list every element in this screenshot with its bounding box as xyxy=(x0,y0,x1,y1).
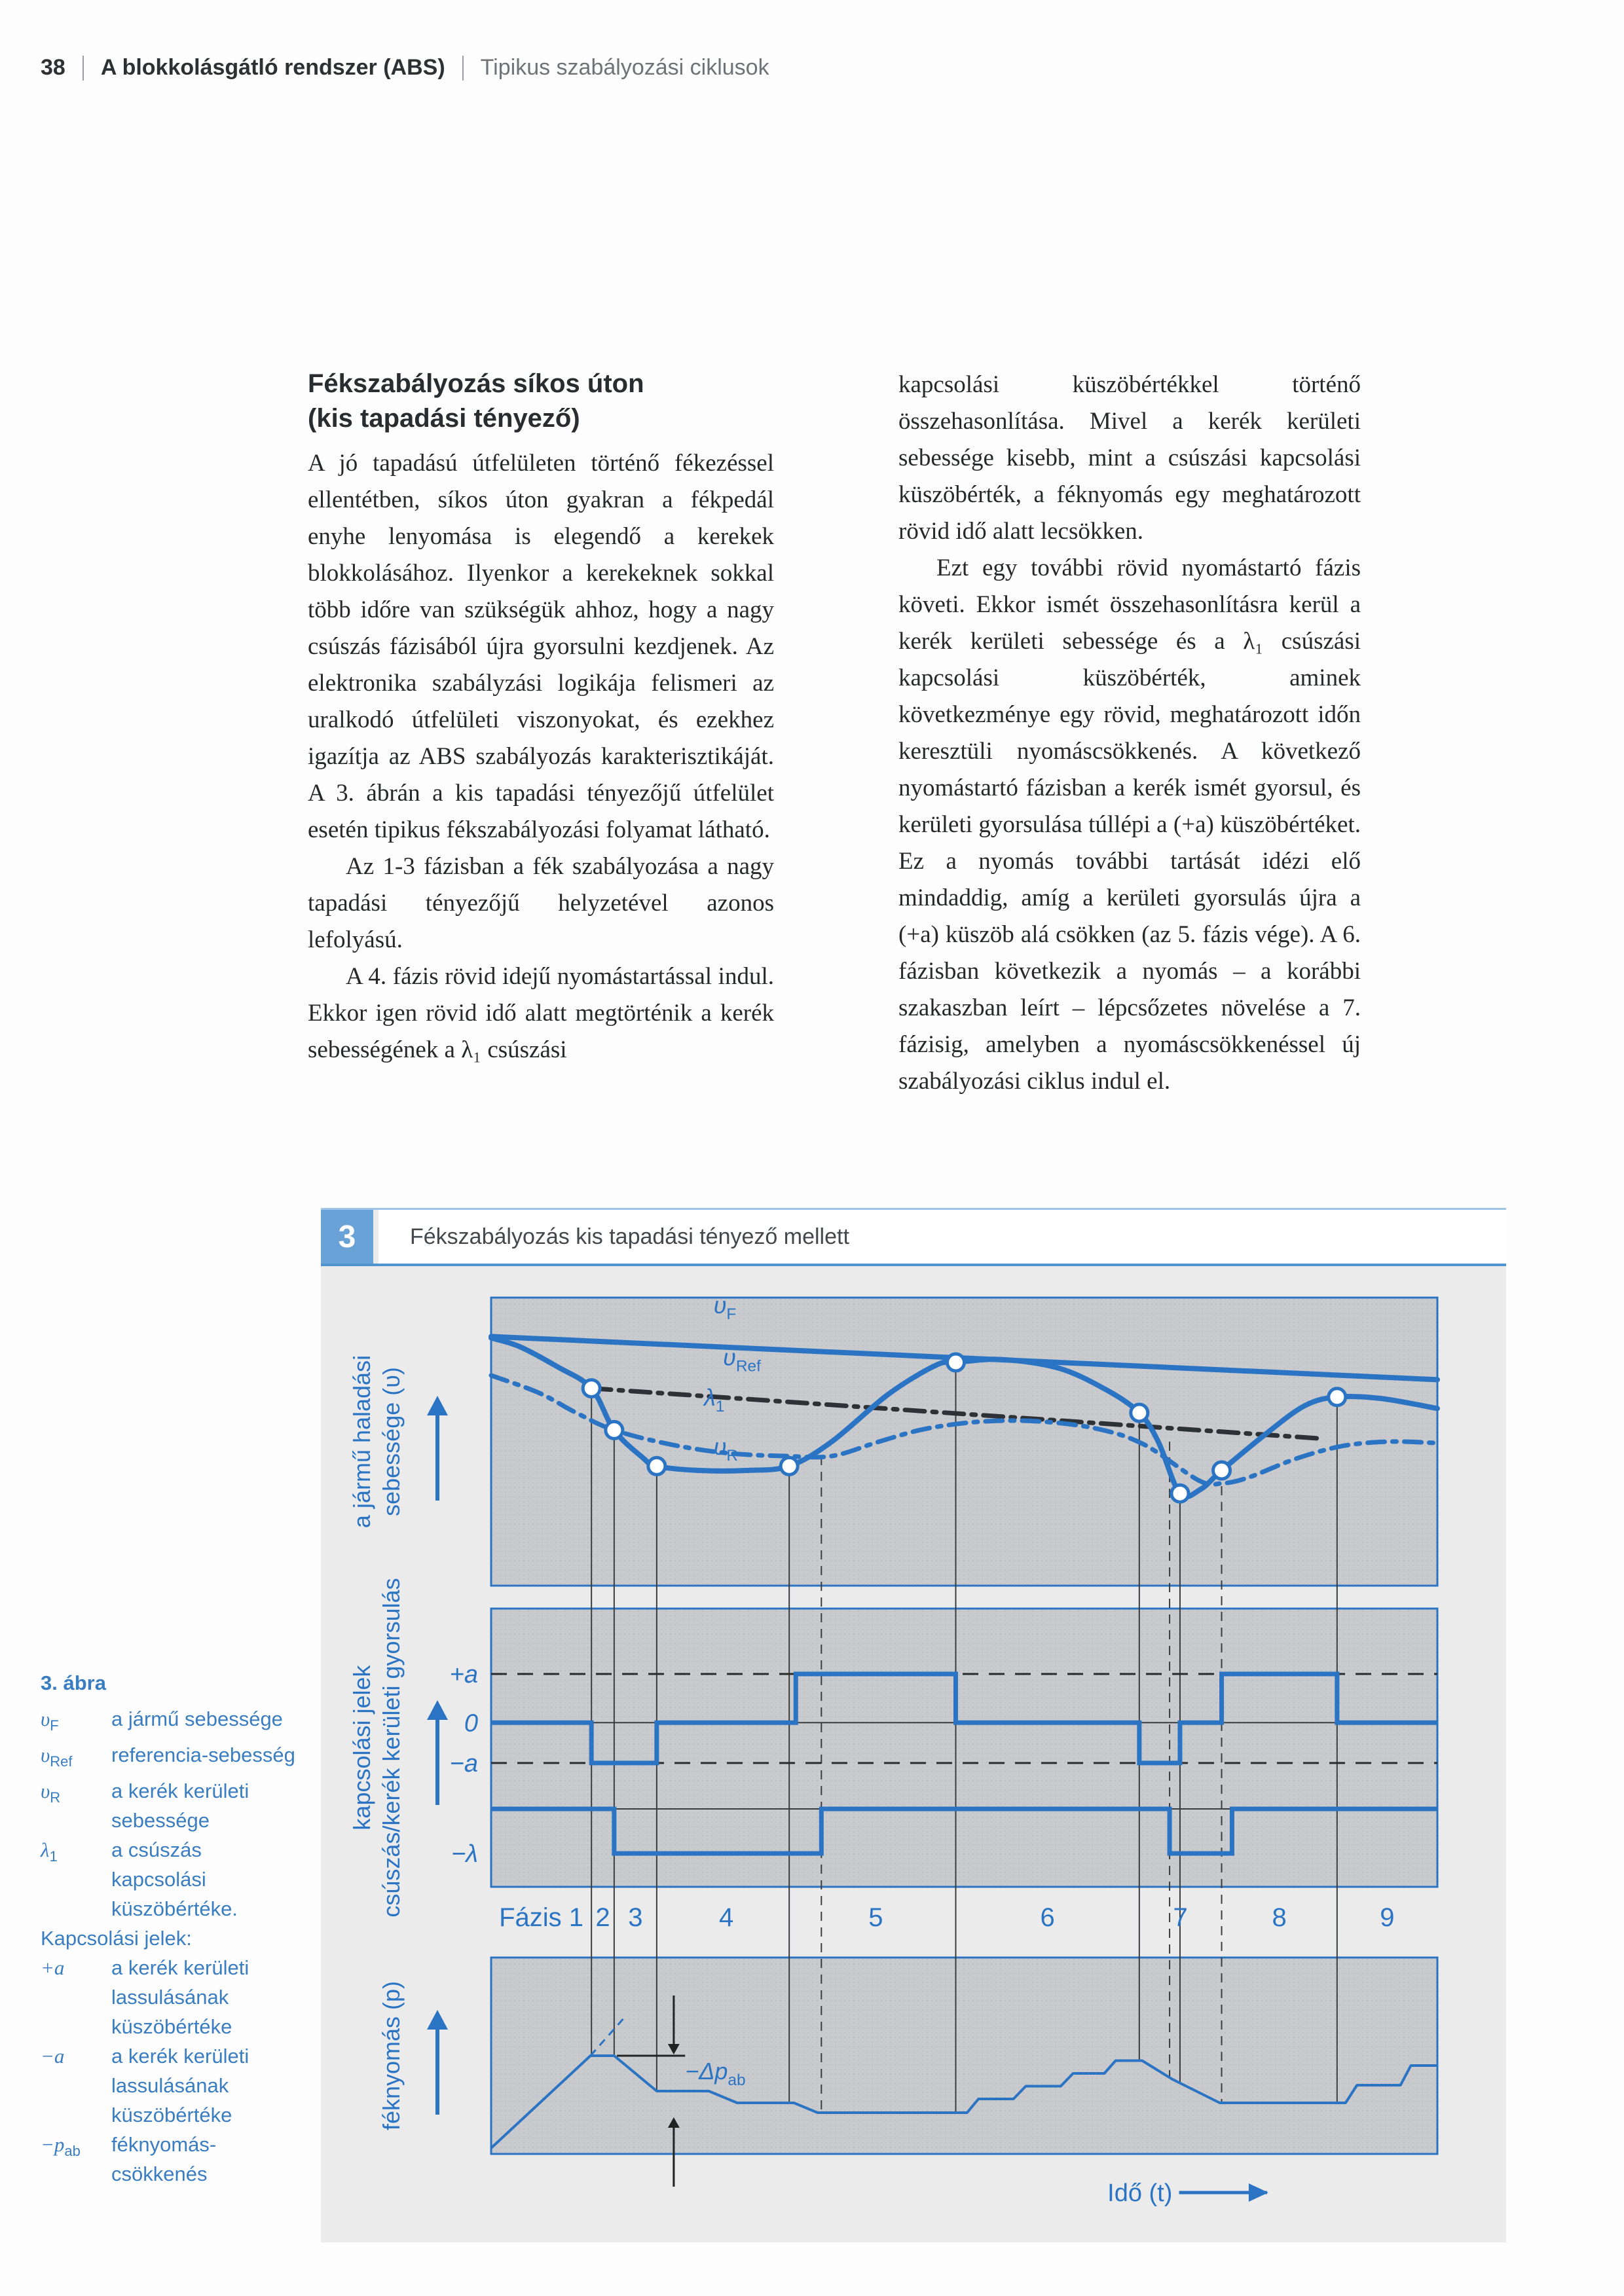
legend-row xyxy=(41,1740,297,1776)
y-axis-label: sebessége (υ) xyxy=(378,1367,405,1516)
y-axis-label: kapcsolási jelek xyxy=(348,1665,375,1831)
figure-legend-title: 3. ábra xyxy=(41,1671,106,1694)
phase-label: 3 xyxy=(628,1903,643,1932)
legend-symbol: $\upsilon_{Ref}$ xyxy=(41,1743,73,1770)
chapter-title: A blokkolásgátló rendszer (ABS) xyxy=(100,55,445,80)
phase-label: 2 xyxy=(595,1903,610,1932)
section-title: Tipikus szabályozási ciklusok xyxy=(480,55,769,80)
legend-desc: a kerék kerületi lassulásának küszöbértéke xyxy=(111,1956,249,2039)
figure-chart xyxy=(321,1266,1506,2242)
x-axis-label: Idő (t) xyxy=(1107,2179,1173,2207)
phase-label: 5 xyxy=(868,1903,883,1932)
svg-text:υF: $\upsilon_F$ xyxy=(713,1292,737,1324)
figure-3 xyxy=(321,1210,1506,2242)
phase-label: 6 xyxy=(1040,1903,1055,1932)
svg-text:λ1: $\lambda_1$ xyxy=(704,1384,725,1415)
tick-label: +a xyxy=(449,1660,478,1688)
legend-desc: a csúszás kapcsolási küszöbértéke. xyxy=(111,1838,238,1921)
legend-signals-heading: Kapcsolási jelek: xyxy=(41,1927,192,1950)
article-heading-line2: (kis tapadási tényező) xyxy=(308,404,580,433)
phase-label: 7 xyxy=(1173,1903,1188,1932)
header-divider xyxy=(83,56,84,81)
figure-legend xyxy=(41,1668,297,2189)
legend-row xyxy=(41,1704,297,1740)
threshold-marker xyxy=(781,1457,798,1474)
threshold-marker xyxy=(606,1421,623,1438)
article-heading-line1: Fékszabályozás síkos úton xyxy=(308,369,644,398)
paragraph: A jó tapadású útfelületen történő fékezéssel ellentétben, síkos úton gyakran a fékpedál enyhe lenyomása is elegendő a kerekek blokkolásához. Ilyenkor a kerekeknek sokkal több időre van szükségük ahhoz, hogy a nagy csúszás fázisából újra gyorsulni kezdjenek. Az elektronika szabályzási logikája felismeri az uralkodó útfelületi viszonyokat, és ezekhez igazítja az ABS szabályozás karakterisztikáját. A 3. ábrán a kis tapadási tényezőjű útfelület esetén tipikus fékszabályozási folyamat látható. xyxy=(308,450,774,843)
phase-label: 8 xyxy=(1272,1903,1287,1932)
threshold-marker xyxy=(1172,1485,1189,1502)
tick-label: 0 xyxy=(464,1709,478,1738)
legend-symbol: +a xyxy=(41,1956,65,1980)
legend-row xyxy=(41,2041,297,2130)
svg-text:−Δpab: $-\Delta p_{ab}$ xyxy=(685,2058,746,2089)
legend-symbol: $-p_{ab}$ xyxy=(41,2133,81,2160)
phase-label: Fázis 1 xyxy=(499,1903,584,1932)
y-axis-label: a jármű haladási xyxy=(348,1355,375,1529)
legend-desc: referencia-sebesség xyxy=(111,1743,295,1767)
legend-desc: a kerék kerületi lassulásának küszöbértéke xyxy=(111,2045,249,2127)
legend-row xyxy=(41,1953,297,2041)
svg-text:υR: $\upsilon_R$ xyxy=(713,1432,739,1465)
legend-desc: a jármű sebessége xyxy=(111,1707,283,1730)
chart-panel xyxy=(491,1609,1437,1887)
paragraph: A 4. fázis rövid idejű nyomástartással indul. Ekkor igen rövid idő alatt megtörténik a kerék sebességének a λ₁ csúszási xyxy=(308,963,774,1063)
threshold-marker xyxy=(583,1380,600,1397)
legend-symbol: −a xyxy=(41,2045,65,2068)
threshold-marker xyxy=(1329,1389,1346,1406)
running-head xyxy=(41,55,769,81)
threshold-marker xyxy=(648,1457,665,1474)
threshold-marker xyxy=(947,1354,964,1371)
text-column-right xyxy=(898,367,1361,1100)
figure-number-badge: 3 xyxy=(321,1210,373,1264)
phase-label: 9 xyxy=(1380,1903,1395,1932)
article-heading xyxy=(308,367,774,436)
legend-symbol: $\upsilon_R$ xyxy=(41,1779,61,1806)
legend-row xyxy=(41,1835,297,1923)
legend-desc: féknyomás-csökkenés xyxy=(111,2133,217,2186)
paragraph: Az 1-3 fázisban a fék szabályozása a nagy tapadási tényezőjű helyzetével azonos lefolyású. xyxy=(308,853,774,953)
header-divider xyxy=(462,56,464,81)
legend-row xyxy=(41,2130,297,2189)
svg-text:υRef: $\upsilon_{Ref}$ xyxy=(723,1343,761,1376)
legend-symbol: $\lambda_1$ xyxy=(41,1838,58,1865)
legend-desc: a kerék kerületi sebessége xyxy=(111,1779,249,1832)
paragraph: Ezt egy további rövid nyomástartó fázis követi. Ekkor ismét összehasonlításra kerül a kerék kerületi sebessége és a λ₁ csúszási kapcsolási küszöbérték, aminek következménye egy rövid, meghatározott időn keresztüli nyomáscsökkenés. A következő nyomástartó fázisban a kerék ismét gyorsul, és kerületi gyorsulása túllépi a (+a) küszöbértéket. Ez a nyomás további tartását idézi elő mindaddig, amíg a kerületi gyorsulás újra a (+a) küszöb alá csökken (az 5. fázis vége). A 6. fázisban következik a nyomás – a korábbi szakaszban leírt – lépcsőzetes növelése a 7. fázisig, amelyben a nyomáscsökkenéssel új szabályozási ciklus indul el. xyxy=(898,555,1361,1095)
tick-label: −a xyxy=(449,1749,478,1777)
legend-symbol: $\upsilon_F$ xyxy=(41,1707,59,1734)
tick-label: −λ xyxy=(451,1840,478,1868)
threshold-marker xyxy=(1131,1404,1148,1421)
paragraph: kapcsolási küszöbértékkel történő összehasonlítása. Mivel a kerék kerületi sebessége kisebb, mint a csúszási kapcsolási küszöbérték, a féknyomás egy meghatározott rövid idő alatt lecsökken. xyxy=(898,371,1361,545)
phase-label: 4 xyxy=(718,1903,734,1932)
legend-row xyxy=(41,1776,297,1835)
figure-caption: Fékszabályozás kis tapadási tényező mellett xyxy=(378,1210,1506,1264)
text-column-left xyxy=(308,367,774,1068)
threshold-marker xyxy=(1213,1462,1230,1479)
y-axis-label: féknyomás (p) xyxy=(378,1980,405,2131)
page-number: 38 xyxy=(41,55,65,80)
y-axis-label: csúszás/kerék kerületi gyorsulás xyxy=(378,1578,405,1918)
